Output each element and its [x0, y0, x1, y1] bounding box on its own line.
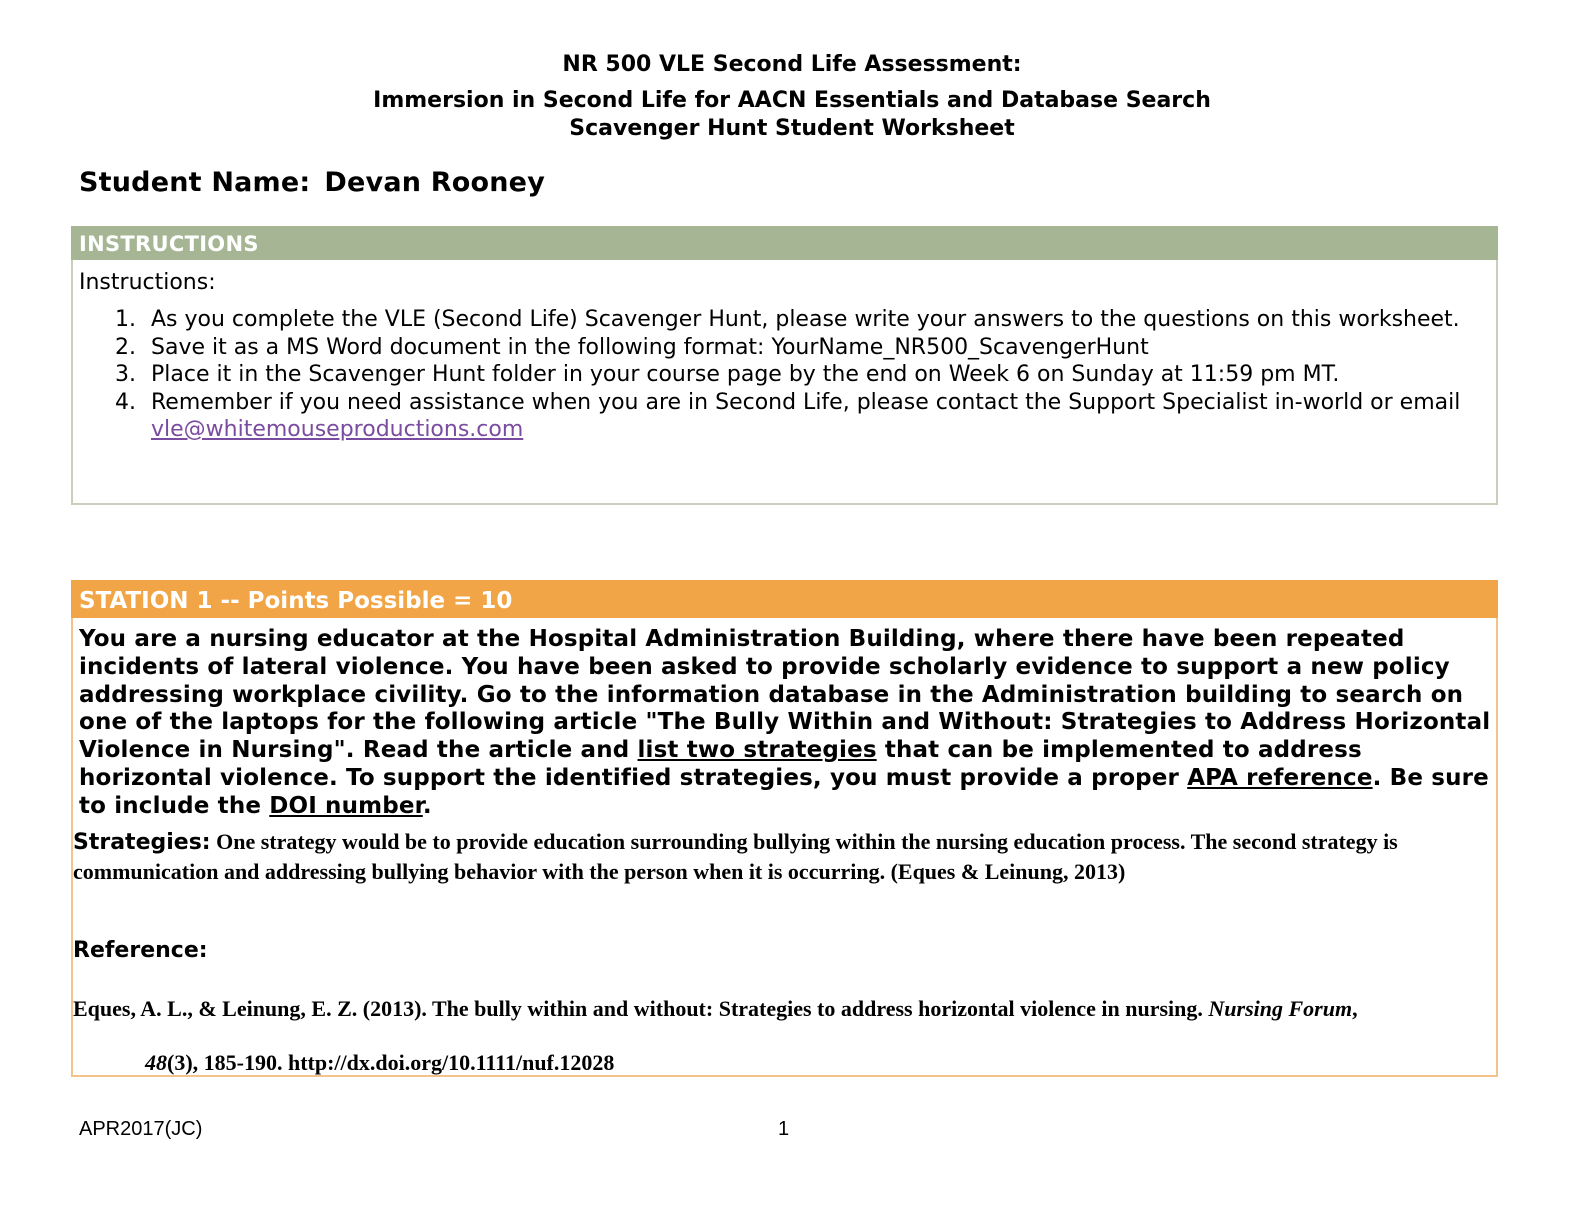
instruction-item	[73, 361, 1491, 389]
footer-code: APR2017(JC)	[79, 1118, 203, 1140]
prompt-text: You are a nursing educator at the Hospital Administration Building, where there have been repeated incidents of lateral violence. You have been asked to provide scholarly evidence to support a new policy addressing workplace civility. Go to the information database in the Administration building to search on one of the laptops for the following article "The Bully Within and Without: Strategies to Address Horizontal Violence in Nursing". Read the article and	[79, 626, 1491, 764]
reference-volume: 48	[145, 1050, 167, 1075]
prompt-text: . Be sure to include the	[79, 764, 1489, 819]
reference-text: ,	[1352, 996, 1358, 1021]
item-number: 4.	[115, 389, 136, 415]
document-title: NR 500 VLE Second Life Assessment:	[562, 52, 1022, 77]
instructions-lead: Instructions:	[79, 270, 216, 295]
item-text: Remember if you need assistance when you are in Second Life, please contact the Support Specialist in-world or email	[151, 389, 1461, 415]
prompt-emphasis: list two strategies	[637, 737, 877, 764]
station-1-header: STATION 1 -- Points Possible = 10	[71, 580, 1498, 618]
instructions-list	[73, 306, 1491, 444]
station-1-prompt	[79, 626, 1494, 821]
instructions-header: INSTRUCTIONS	[71, 226, 1498, 260]
support-email-link[interactable]: vle@whitemouseproductions.com	[151, 417, 524, 442]
item-text: As you complete the VLE (Second Life) Scavenger Hunt, please write your answers to the questions on this worksheet.	[151, 307, 1460, 332]
station-1-section	[71, 580, 1498, 1077]
item-number: 1.	[115, 307, 136, 332]
reference-text: (3), 185-190. http://dx.doi.org/10.1111/nuf.12028	[167, 1050, 615, 1075]
prompt-text: .	[422, 792, 432, 819]
instruction-item	[73, 306, 1491, 334]
student-name-label: Student Name:	[79, 167, 311, 198]
reference-text: Eques, A. L., & Leinung, E. Z. (2013). The bully within and without: Strategies to address horizontal violence in nursing.	[73, 996, 1209, 1021]
reference-label: Reference:	[73, 938, 208, 963]
item-number: 2.	[115, 334, 136, 360]
instruction-item	[73, 389, 1491, 444]
item-number: 3.	[115, 362, 136, 387]
student-name-line	[79, 167, 545, 198]
reference-journal: Nursing Forum	[1208, 996, 1353, 1021]
reference-citation-cont[interactable]	[145, 1050, 614, 1076]
prompt-text: that can be implemented to address horizontal violence. To support the identified strategies, you must provide a proper	[79, 737, 1362, 791]
reference-citation[interactable]	[73, 996, 1493, 1022]
document-subtitle-2: Scavenger Hunt Student Worksheet	[569, 116, 1015, 141]
strategies-text: One strategy would be to provide education surrounding bullying within the nursing education process. The second strategy is communication and addressing bullying behavior with the person when it is occurring. (Eques & Leinung, 2013)	[73, 829, 1398, 884]
instructions-section	[71, 226, 1498, 505]
item-text: Place it in the Scavenger Hunt folder in your course page by the end on Week 6 on Sunday at 11:59 pm MT.	[151, 362, 1340, 387]
item-text: Save it as a MS Word document in the following format: YourName_NR500_ScavengerHunt	[151, 334, 1149, 360]
prompt-emphasis: DOI number	[269, 792, 423, 819]
page-number: 1	[778, 1118, 790, 1140]
prompt-emphasis: APA reference	[1187, 764, 1373, 791]
student-name-value: Devan Rooney	[324, 167, 545, 198]
strategies-label: Strategies:	[73, 830, 211, 855]
strategies-answer[interactable]	[73, 827, 1493, 886]
document-subtitle: Immersion in Second Life for AACN Essentials and Database Search	[373, 88, 1211, 113]
instruction-item	[73, 334, 1491, 362]
